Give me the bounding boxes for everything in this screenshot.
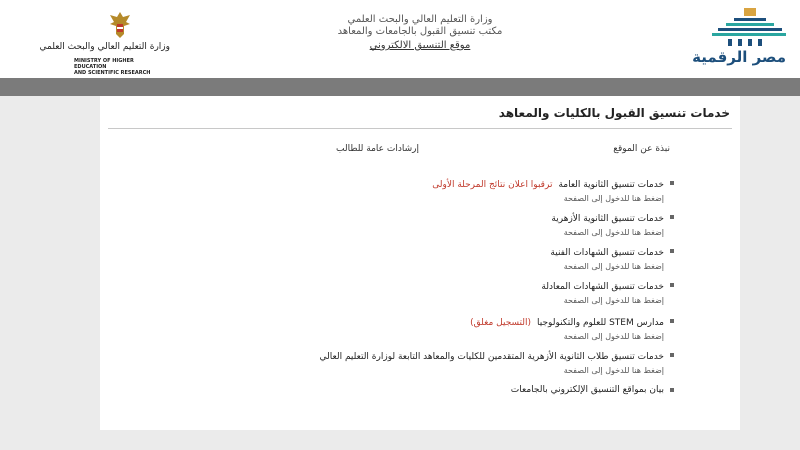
site-link[interactable]: موقع التنسيق الالكتروني (369, 40, 471, 51)
service-item-stem-schools (470, 310, 674, 341)
eagle-icon (108, 10, 132, 40)
service-name[interactable]: خدمات تنسيق الشهادات الفنية (550, 248, 664, 258)
header-divider-bar (0, 78, 800, 96)
bullet-icon (670, 388, 674, 392)
service-name[interactable]: خدمات تنسيق الشهادات المعادلة (541, 282, 664, 292)
digital-egypt-text: مصر الرقمية (692, 48, 786, 66)
header-center-text (300, 14, 540, 52)
service-enter-link[interactable]: إضغط هنا للدخول إلى الصفحة (563, 262, 664, 271)
office-title: مكتب تنسيق القبول بالجامعات والمعاهد (337, 26, 503, 37)
main-content-card (100, 96, 740, 430)
ministry-english-line2: AND SCIENTIFIC RESEARCH (74, 70, 151, 76)
guidelines-link[interactable]: إرشادات عامة للطالب (336, 144, 420, 154)
ministry-english-line1: MINISTRY OF HIGHER EDUCATION (74, 58, 134, 70)
service-note: ترقبوا اعلان نتائج المرحلة الأولى (432, 180, 553, 190)
bullet-icon (670, 283, 674, 287)
service-enter-link[interactable]: إضغط هنا للدخول إلى الصفحة (563, 194, 664, 203)
site-header (0, 0, 800, 78)
bullet-icon (670, 353, 674, 357)
ministry-title: وزارة التعليم العالي والبحث العلمي (347, 14, 493, 25)
page-title: خدمات تنسيق القبول بالكليات والمعاهد (498, 106, 730, 120)
title-divider (108, 128, 732, 129)
service-enter-link[interactable]: إضغط هنا للدخول إلى الصفحة (563, 332, 664, 341)
bullet-icon (670, 249, 674, 253)
about-link[interactable]: نبذة عن الموقع (613, 144, 670, 154)
ministry-logo[interactable] (39, 10, 170, 76)
ministry-english-name (74, 58, 166, 76)
bullet-icon (670, 215, 674, 219)
service-note: (التسجيل مغلق) (470, 318, 532, 328)
university-sites-link[interactable] (511, 385, 674, 395)
service-item-general-secondary (432, 172, 674, 203)
service-enter-link[interactable]: إضغط هنا للدخول إلى الصفحة (563, 228, 664, 237)
service-enter-link[interactable]: إضغط هنا للدخول إلى الصفحة (563, 366, 664, 375)
digital-egypt-logo[interactable] (692, 4, 790, 70)
service-name[interactable]: خدمات تنسيق طلاب الثانوية الأزهرية المتقدمين للكليات والمعاهد التابعة لوزارة التعليم العالي (319, 352, 664, 362)
service-item-azhar-secondary (551, 206, 674, 237)
service-name[interactable]: خدمات تنسيق الثانوية الأزهرية (551, 214, 664, 224)
university-sites-label: بيان بمواقع التنسيق الإلكتروني بالجامعات (510, 385, 664, 395)
service-item-equivalent-certificates (541, 274, 674, 305)
service-item-azhar-higher-education (320, 344, 674, 375)
service-enter-link[interactable]: إضغط هنا للدخول إلى الصفحة (563, 296, 664, 305)
ministry-arabic-name: وزارة التعليم العالي والبحث العلمي (39, 42, 170, 52)
digital-egypt-icon (706, 4, 786, 48)
service-name[interactable]: مدارس STEM للعلوم والتكنولوجيا (537, 318, 664, 328)
bullet-icon (670, 181, 674, 185)
service-item-technical-certificates (550, 240, 674, 271)
bullet-icon (670, 319, 674, 323)
service-name[interactable]: خدمات تنسيق الثانوية العامة (558, 180, 664, 190)
